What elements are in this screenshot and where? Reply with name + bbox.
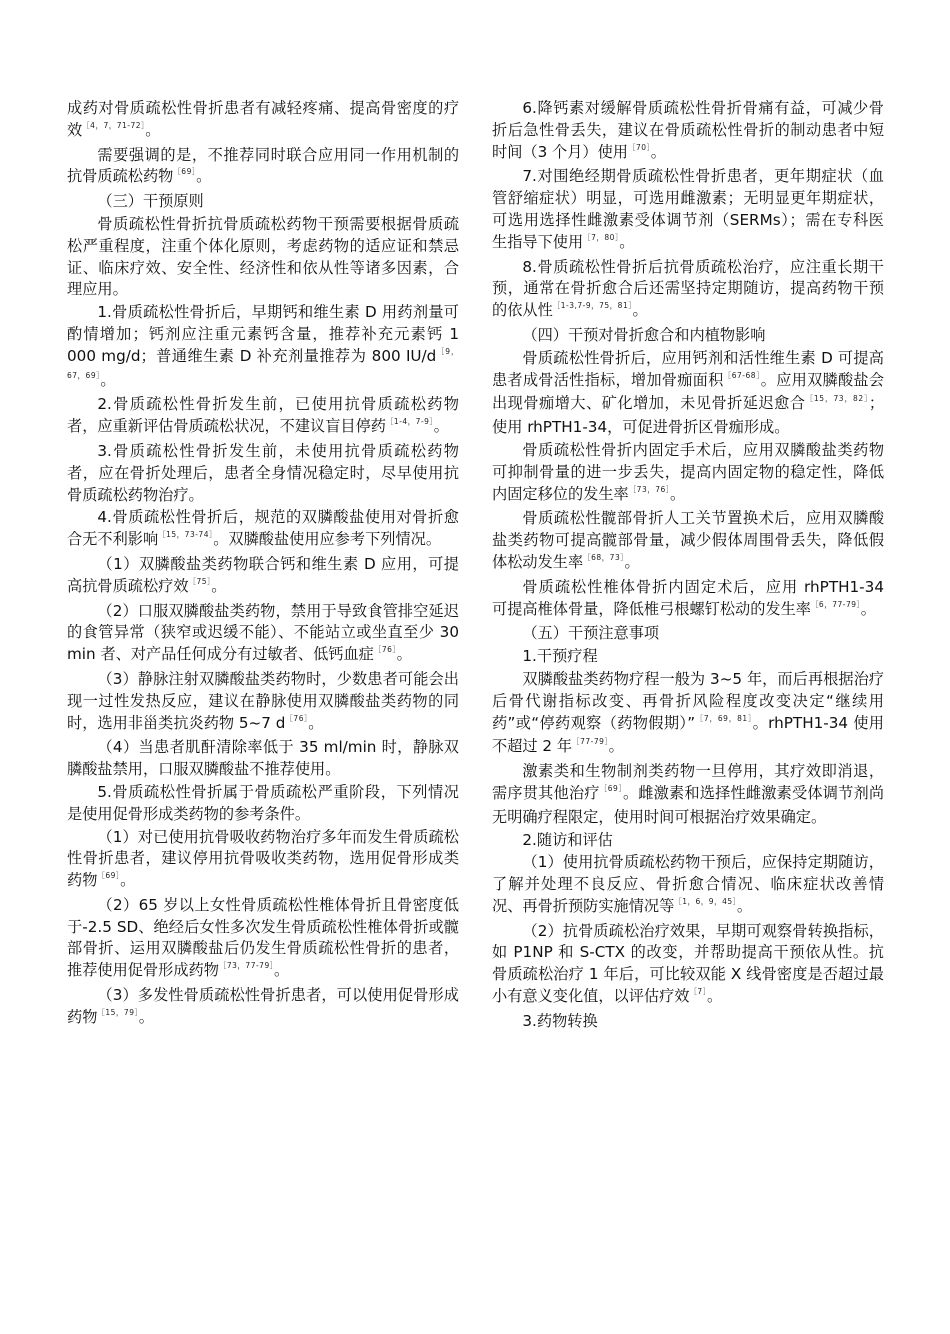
left-column xyxy=(67,98,459,1032)
paragraph-text: （四）干预对骨折愈合和内植物影响 xyxy=(522,325,766,344)
paragraph xyxy=(67,669,459,736)
paragraph xyxy=(67,507,459,553)
paragraph-text: 骨质疏松性骨折后，应用钙剂和活性维生素 D 可提高患者成骨活性指标，增加骨痂面积 xyxy=(492,348,884,389)
paragraph-text: （1）对已使用抗骨吸收药物治疗多年而发生骨质疏松性骨折患者，建议停用抗骨吸收类药物，选用促骨形成类药物 xyxy=(67,827,459,890)
citation-ref: ［15，73，82］ xyxy=(805,394,869,404)
paragraph-text: 6.降钙素对缓解骨质疏松性骨折骨痛有益，可减少骨折后急性骨丢失，建议在骨质疏松性骨折的制动患者中短时间（3 个月）使用 xyxy=(492,99,884,161)
paragraph xyxy=(492,830,884,852)
citation-ref: ［9，67，69］ xyxy=(67,346,459,380)
paragraph-text: 1.骨质疏松性骨折后，早期钙和维生素 D 用药剂量可酌情增加；钙剂应注重元素钙含量，推荐补充元素钙 1 000 mg/d；普通维生素 D 补充剂量推荐为 800 IU/d xyxy=(67,303,459,365)
citation-ref: ［15，73-74］ xyxy=(158,530,214,540)
section-heading xyxy=(492,325,884,347)
paragraph-text: 3.骨质疏松性骨折发生前，未使用抗骨质疏松药物者，应在骨折处理后，患者全身情况稳定时，尽早使用抗骨质疏松药物治疗。 xyxy=(67,441,459,504)
paragraph xyxy=(67,737,459,781)
citation-ref: ［7，80］ xyxy=(583,232,620,242)
paragraph xyxy=(492,921,884,1010)
paragraph-tail: 。 xyxy=(619,232,635,251)
paragraph-text: （3）多发性骨质疏松性骨折患者，可以使用促骨形成药物 xyxy=(67,986,459,1026)
paragraph xyxy=(67,782,459,826)
paragraph-text: 骨质疏松性骨折内固定手术后，应用双膦酸盐类药物可抑制骨量的进一步丢失，提高内固定物的稳定性，降低内固定移位的发生率 xyxy=(492,440,884,503)
paragraph-tail: 。 xyxy=(138,1007,154,1026)
paragraph-text: 成药对骨质疏松性骨折患者有减轻疼痛、提高骨密度的疗效 xyxy=(67,99,459,139)
paragraph xyxy=(492,166,884,255)
citation-ref: ［15，79］ xyxy=(97,1007,139,1017)
paragraph-tail: 。应用双膦酸盐会出现骨痂增大、矿化增加，未见骨折延迟愈合 xyxy=(492,370,885,413)
citation-ref: ［1-3,7-9，75，81］ xyxy=(552,301,633,311)
citation-ref: ［76］ xyxy=(373,645,397,655)
citation-ref: ［69］ xyxy=(97,871,121,881)
citation-ref: ［4，7，71-72］ xyxy=(82,120,146,130)
paragraph-text: 1.干预疗程 xyxy=(522,647,598,666)
citation-ref: ［7，69，81］ xyxy=(695,713,753,723)
paragraph-text: 激素类和生物制剂类药物一旦停用，其疗效即消退，需序贯其他治疗 xyxy=(492,762,884,802)
citation-ref: ［1-4，7-9］ xyxy=(385,417,434,427)
paragraph-text: （2）65 岁以上女性骨质疏松性椎体骨折且骨密度低于-2.5 SD、绝经后女性多次发生骨质疏松性椎体骨折或髋部骨折、运用双膦酸盐后仍发生骨质疏松性骨折的患者，推荐使用促骨形成药物 xyxy=(67,895,459,980)
paragraph xyxy=(492,348,884,439)
paragraph-tail: 。 xyxy=(120,871,136,890)
citation-ref: ［7］ xyxy=(689,987,707,997)
paragraph-text: （2）口服双膦酸盐类药物，禁用于导致食管排空延迟的食管异常（狭窄或迟缓不能）、不能站立或坐直至少 30 min 者、对产品任何成分有过敏者、低钙血症 xyxy=(67,601,459,664)
paragraph-tail: 。 xyxy=(650,142,666,161)
paragraph xyxy=(492,508,884,575)
paragraph-tail: 。 xyxy=(624,552,640,571)
paragraph-tail: 。 xyxy=(196,167,212,186)
paragraph xyxy=(67,985,459,1031)
section-heading xyxy=(492,623,884,645)
paragraph xyxy=(492,669,884,760)
paragraph-text: 7.对围绝经期骨质疏松性骨折患者，更年期症状（血管舒缩症状）明显，可选用雌激素；无明显更年期症状，可选用选择性雌激素受体调节剂（SERMs）；需在专科医生指导下使用 xyxy=(492,167,884,251)
paragraph xyxy=(67,394,459,440)
paragraph xyxy=(67,214,459,301)
paragraph xyxy=(67,601,459,668)
paragraph xyxy=(492,257,884,324)
citation-ref: ［70］ xyxy=(628,142,651,152)
paragraph-text: （1）双膦酸盐类药物联合钙和维生素 D 应用，可提高抗骨质疏松疗效 xyxy=(67,554,459,595)
paragraph xyxy=(492,577,884,623)
paragraph-text: （三）干预原则 xyxy=(97,192,204,211)
paragraph-text: 需要强调的是，不推荐同时联合应用同一作用机制的抗骨质疏松药物 xyxy=(67,145,459,186)
paragraph xyxy=(67,98,459,144)
paragraph xyxy=(67,302,459,393)
paragraph-text: 8.骨质疏松性骨折后抗骨质疏松治疗，应注重长期干预，通常在骨折愈合后还需坚持定期随访，提高药物干预的依从性 xyxy=(492,257,884,320)
paragraph-tail: 。 xyxy=(736,896,753,915)
paragraph-text: 骨质疏松性髋部骨折人工关节置换术后，应用双膦酸盐类药物可提高髋部骨量，减少假体周围骨丢失，降低假体松动发生率 xyxy=(492,509,884,571)
citation-ref: ［1，6，9，45］ xyxy=(674,896,737,906)
paragraph-tail: 。 xyxy=(100,370,116,389)
citation-ref: ［67-68］ xyxy=(723,370,761,380)
paragraph xyxy=(492,98,884,165)
citation-ref: ［68，73］ xyxy=(583,552,625,562)
paragraph-tail: ；使用 rhPTH1-34，可促进骨折区骨痂形成。 xyxy=(492,394,884,437)
citation-ref: ［77-79］ xyxy=(572,737,609,747)
paragraph-tail: 。rhPTH1-34 使用不超过 2 年 xyxy=(492,713,884,756)
paragraph-tail: 。 xyxy=(433,417,449,436)
paragraph-text: 4.骨质疏松性骨折后，规范的双膦酸盐使用对骨折愈合无不利影响 xyxy=(67,508,459,549)
paragraph xyxy=(67,827,459,894)
paragraph-text: 3.药物转换 xyxy=(522,1011,598,1030)
paragraph-tail: 。双膦酸盐使用应参考下列情况。 xyxy=(213,530,442,549)
paragraph xyxy=(67,554,459,600)
paragraph-tail: 。 xyxy=(308,713,324,732)
paragraph-tail: 。 xyxy=(396,645,412,664)
paragraph-text: （4）当患者肌酐清除率低于 35 ml/min 时，静脉双膦酸盐禁用，口服双膦酸盐不推荐使用。 xyxy=(67,738,459,779)
citation-ref: ［69］ xyxy=(173,167,197,177)
paragraph-tail: 。 xyxy=(860,599,876,618)
paragraph-text: （五）干预注意事项 xyxy=(522,624,660,643)
paragraph xyxy=(67,895,459,984)
citation-ref: ［75］ xyxy=(188,576,212,586)
citation-ref: ［73，76］ xyxy=(628,484,671,494)
paragraph xyxy=(67,441,459,506)
paragraph-tail: 。 xyxy=(706,987,723,1006)
citation-ref: ［69］ xyxy=(599,783,623,793)
paragraph-tail: 。 xyxy=(273,961,290,980)
paragraph xyxy=(492,761,884,828)
paragraph xyxy=(492,440,884,507)
paragraph-text: 骨质疏松性椎体骨折内固定术后，应用 rhPTH1-34 可提高椎体骨量，降低椎弓根螺钉松动的发生率 xyxy=(492,577,884,618)
right-column xyxy=(492,98,884,1034)
citation-ref: ［76］ xyxy=(285,713,309,723)
paragraph xyxy=(492,646,884,668)
paragraph-text: 骨质疏松性骨折抗骨质疏松药物干预需要根据骨质疏松严重程度，注重个体化原则，考虑药物的适应证和禁忌证、临床疗效、安全性、经济性和依从性等诸多因素，合理应用。 xyxy=(67,214,459,299)
paragraph-tail: 。雌激素和选择性雌激素受体调节剂尚无明确疗程限定，使用时间可根据治疗效果确定。 xyxy=(492,783,885,826)
paragraph xyxy=(492,1011,884,1033)
paragraph-text: 双膦酸盐类药物疗程一般为 3~5 年，而后再根据治疗后骨代谢指标改变、再骨折风险程度改变决定“继续用药”或“停药观察（药物假期）” xyxy=(492,669,884,732)
paragraph-tail: 。 xyxy=(670,484,686,503)
paragraph-text: （3）静脉注射双膦酸盐类药物时，少数患者可能会出现一过性发热反应，建议在静脉使用双膦酸盐类药物的同时，选用非甾类抗炎药物 5~7 d xyxy=(67,669,459,732)
paragraph xyxy=(492,852,884,919)
paragraph-text: 2.随访和评估 xyxy=(522,830,613,849)
paragraph-text: 5.骨质疏松性骨折属于骨质疏松严重阶段，下列情况是使用促骨形成类药物的参考条件。 xyxy=(67,782,459,823)
paragraph-tail: 。 xyxy=(145,120,161,139)
section-heading xyxy=(67,191,459,213)
paragraph-text: 2.骨质疏松性骨折发生前，已使用抗骨质疏松药物者，应重新评估骨质疏松状况，不建议盲目停药 xyxy=(67,395,459,436)
paragraph-tail: 。 xyxy=(608,737,624,756)
citation-ref: ［73，77-79］ xyxy=(218,961,274,971)
paragraph-text: （2）抗骨质疏松治疗效果，早期可观察骨转换指标，如 P1NP 和 S-CTX 的改变，并帮助提高干预依从性。抗骨质疏松治疗 1 年后，可比较双能 X 线骨密度是否超过最小有意义变化值，以评估疗效 xyxy=(492,921,884,1006)
paragraph-tail: 。 xyxy=(632,301,648,320)
paragraph-tail: 。 xyxy=(211,576,227,595)
paragraph xyxy=(67,145,459,191)
citation-ref: ［6，77-79］ xyxy=(810,599,861,609)
paragraph-text: （1）使用抗骨质疏松药物干预后，应保持定期随访，了解并处理不良反应、骨折愈合情况、临床症状改善情况、再骨折预防实施情况等 xyxy=(492,853,884,915)
